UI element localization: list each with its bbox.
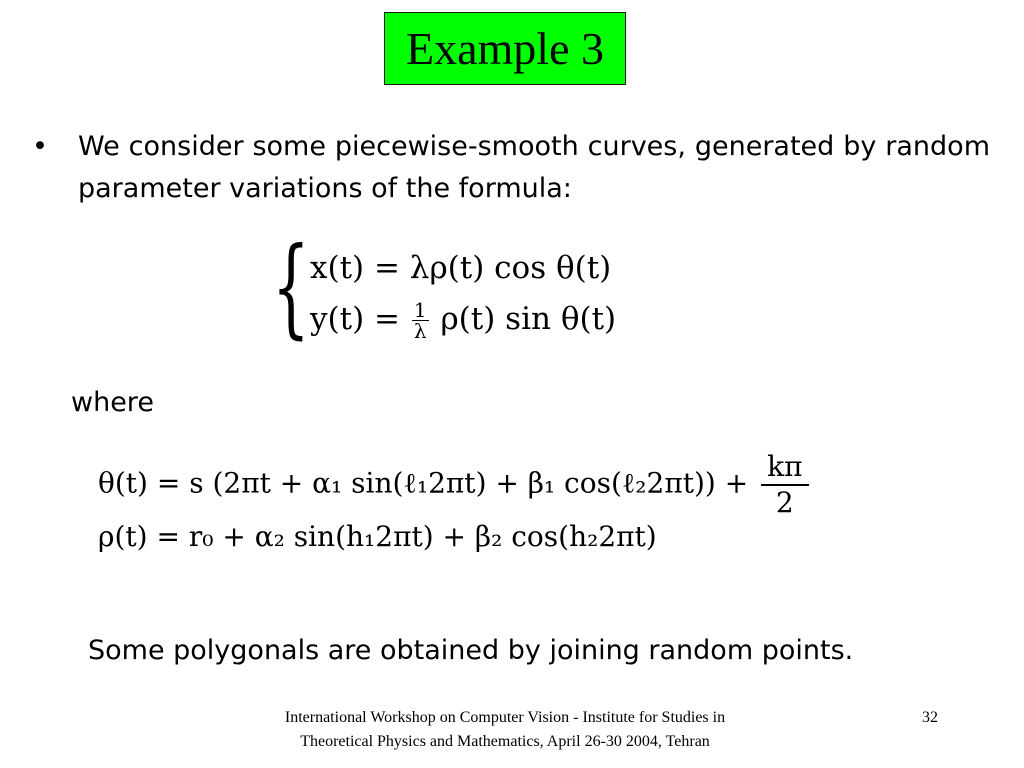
bullet-marker: • [32, 131, 48, 162]
equation-y-lhs: y(t) = [310, 301, 400, 337]
fraction-denominator: λ [413, 319, 427, 343]
equation-y-fraction [412, 300, 429, 341]
rho-equation: ρ(t) = r₀ + α₂ sin(h₁2πt) + β₂ cos(h₂2πt) [98, 520, 657, 553]
bullet-text: We consider some piecewise-smooth curves, generated by random parameter variations of the formula: [78, 131, 990, 204]
left-brace: { [272, 225, 310, 350]
theta-fraction-denominator: 2 [775, 486, 794, 519]
definition-equations [98, 440, 898, 560]
theta-fraction [761, 450, 808, 520]
footer-citation [200, 706, 810, 754]
equation-x-line: x(t) = λρ(t) cos θ(t) [310, 250, 612, 286]
slide-title: Example 3 [406, 22, 604, 74]
page-number: 32 [922, 709, 938, 726]
equation-y-rhs: ρ(t) sin θ(t) [440, 301, 617, 337]
parametric-equation-system [272, 225, 672, 358]
footer-line-1: International Workshop on Computer Vision - Institute for Studies in [284, 709, 726, 726]
equation-y-line [310, 300, 616, 341]
where-label: where [71, 387, 154, 418]
theta-equation-text: θ(t) = s (2πt + α₁ sin(ℓ₁2πt) + β₁ cos(ℓ₂2πt)) + [98, 466, 749, 500]
slide-title-box [384, 12, 626, 85]
fraction-numerator: 1 [413, 298, 427, 322]
theta-fraction-numerator: kπ [761, 450, 808, 486]
theta-equation [98, 450, 809, 520]
closing-note: Some polygonals are obtained by joining random points. [88, 635, 854, 666]
footer-line-2: Theoretical Physics and Mathematics, April 26-30 2004, Tehran [300, 733, 710, 750]
